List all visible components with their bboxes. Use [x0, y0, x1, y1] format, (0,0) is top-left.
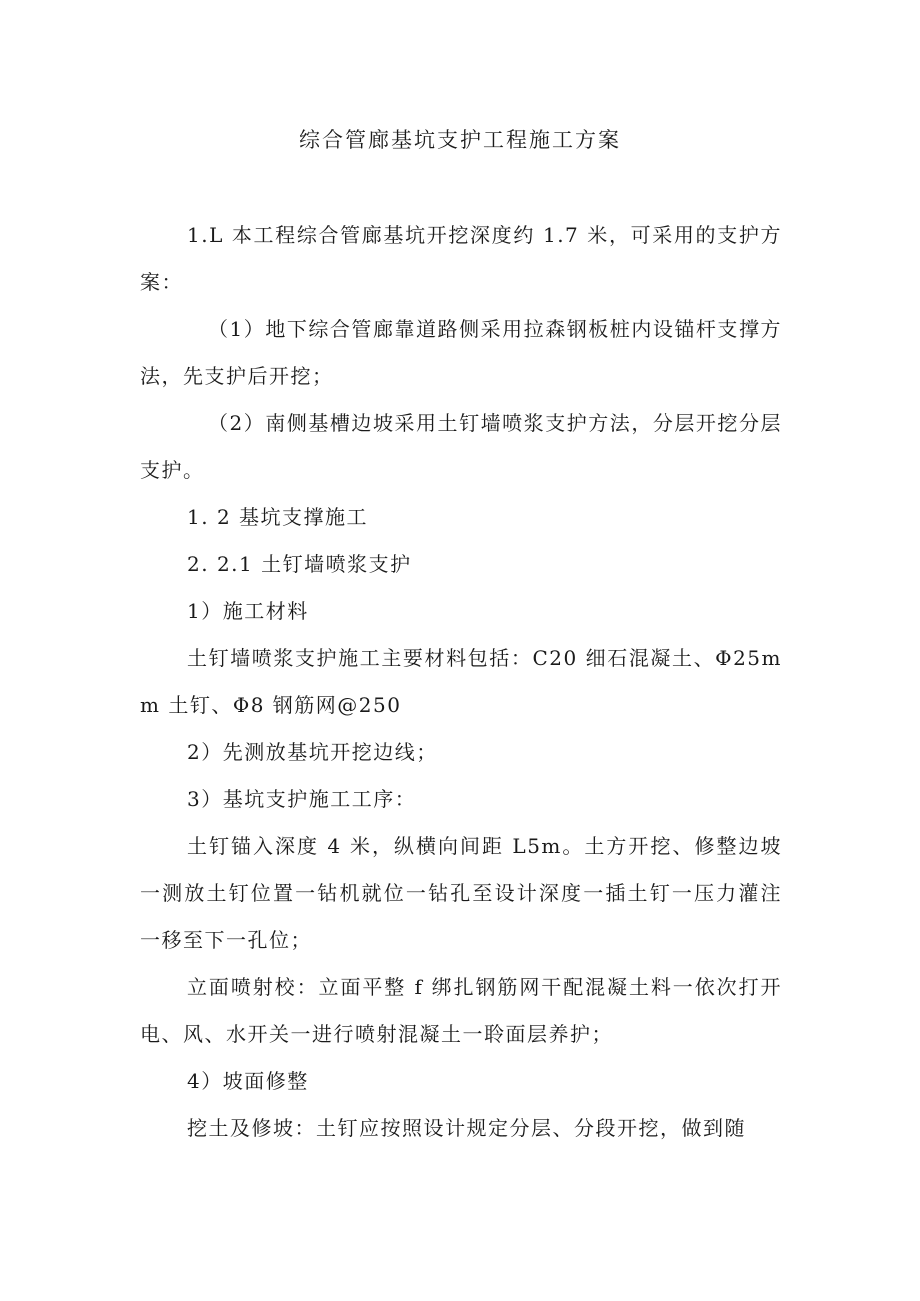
paragraph-1: 1.L 本工程综合管廊基坑开挖深度约 1.7 米，可采用的支护方案：	[140, 223, 782, 294]
paragraph-soil-nail: 土钉锚入深度 4 米，纵横向间距 L5m。土方开挖、修整边坡一测放土钉位置一钻机就位一钻孔至设计深度一插土钉一压力灌注一移至下一孔位；	[140, 834, 782, 952]
subheading-procedure: 3）基坑支护施工工序：	[187, 787, 417, 811]
section-heading-1-2: 1. 2 基坑支撑施工	[187, 505, 369, 529]
subheading-survey: 2）先测放基坑开挖边线；	[187, 740, 438, 764]
document-title: 综合管廊基坑支护工程施工方案	[299, 128, 621, 152]
subheading-slope-trim: 4）坡面修整	[187, 1069, 309, 1093]
paragraph-shotcrete: 立面喷射校：立面平整 f 绑扎钢筋网干配混凝土料一依次打开电、风、水开关一进行喷射混凝土一聆面层养护；	[140, 975, 782, 1046]
section-heading-2-2-1: 2. 2.1 土钉墙喷浆支护	[187, 552, 412, 576]
subheading-materials: 1）施工材料	[187, 599, 309, 623]
paragraph-2: （1）地下综合管廊靠道路侧采用拉森钢板桩内设锚杆支撑方法，先支护后开挖；	[140, 317, 782, 388]
document-body	[140, 212, 782, 1152]
paragraph-excavation: 挖土及修坡：土钉应按照设计规定分层、分段开挖，做到随	[187, 1116, 746, 1140]
paragraph-3: （2）南侧基槽边坡采用土钉墙喷浆支护方法，分层开挖分层支护。	[140, 411, 782, 482]
paragraph-materials: 土钉墙喷浆支护施工主要材料包括：C20 细石混凝土、Φ25mm 土钉、Φ8 钢筋网@250	[140, 646, 782, 717]
